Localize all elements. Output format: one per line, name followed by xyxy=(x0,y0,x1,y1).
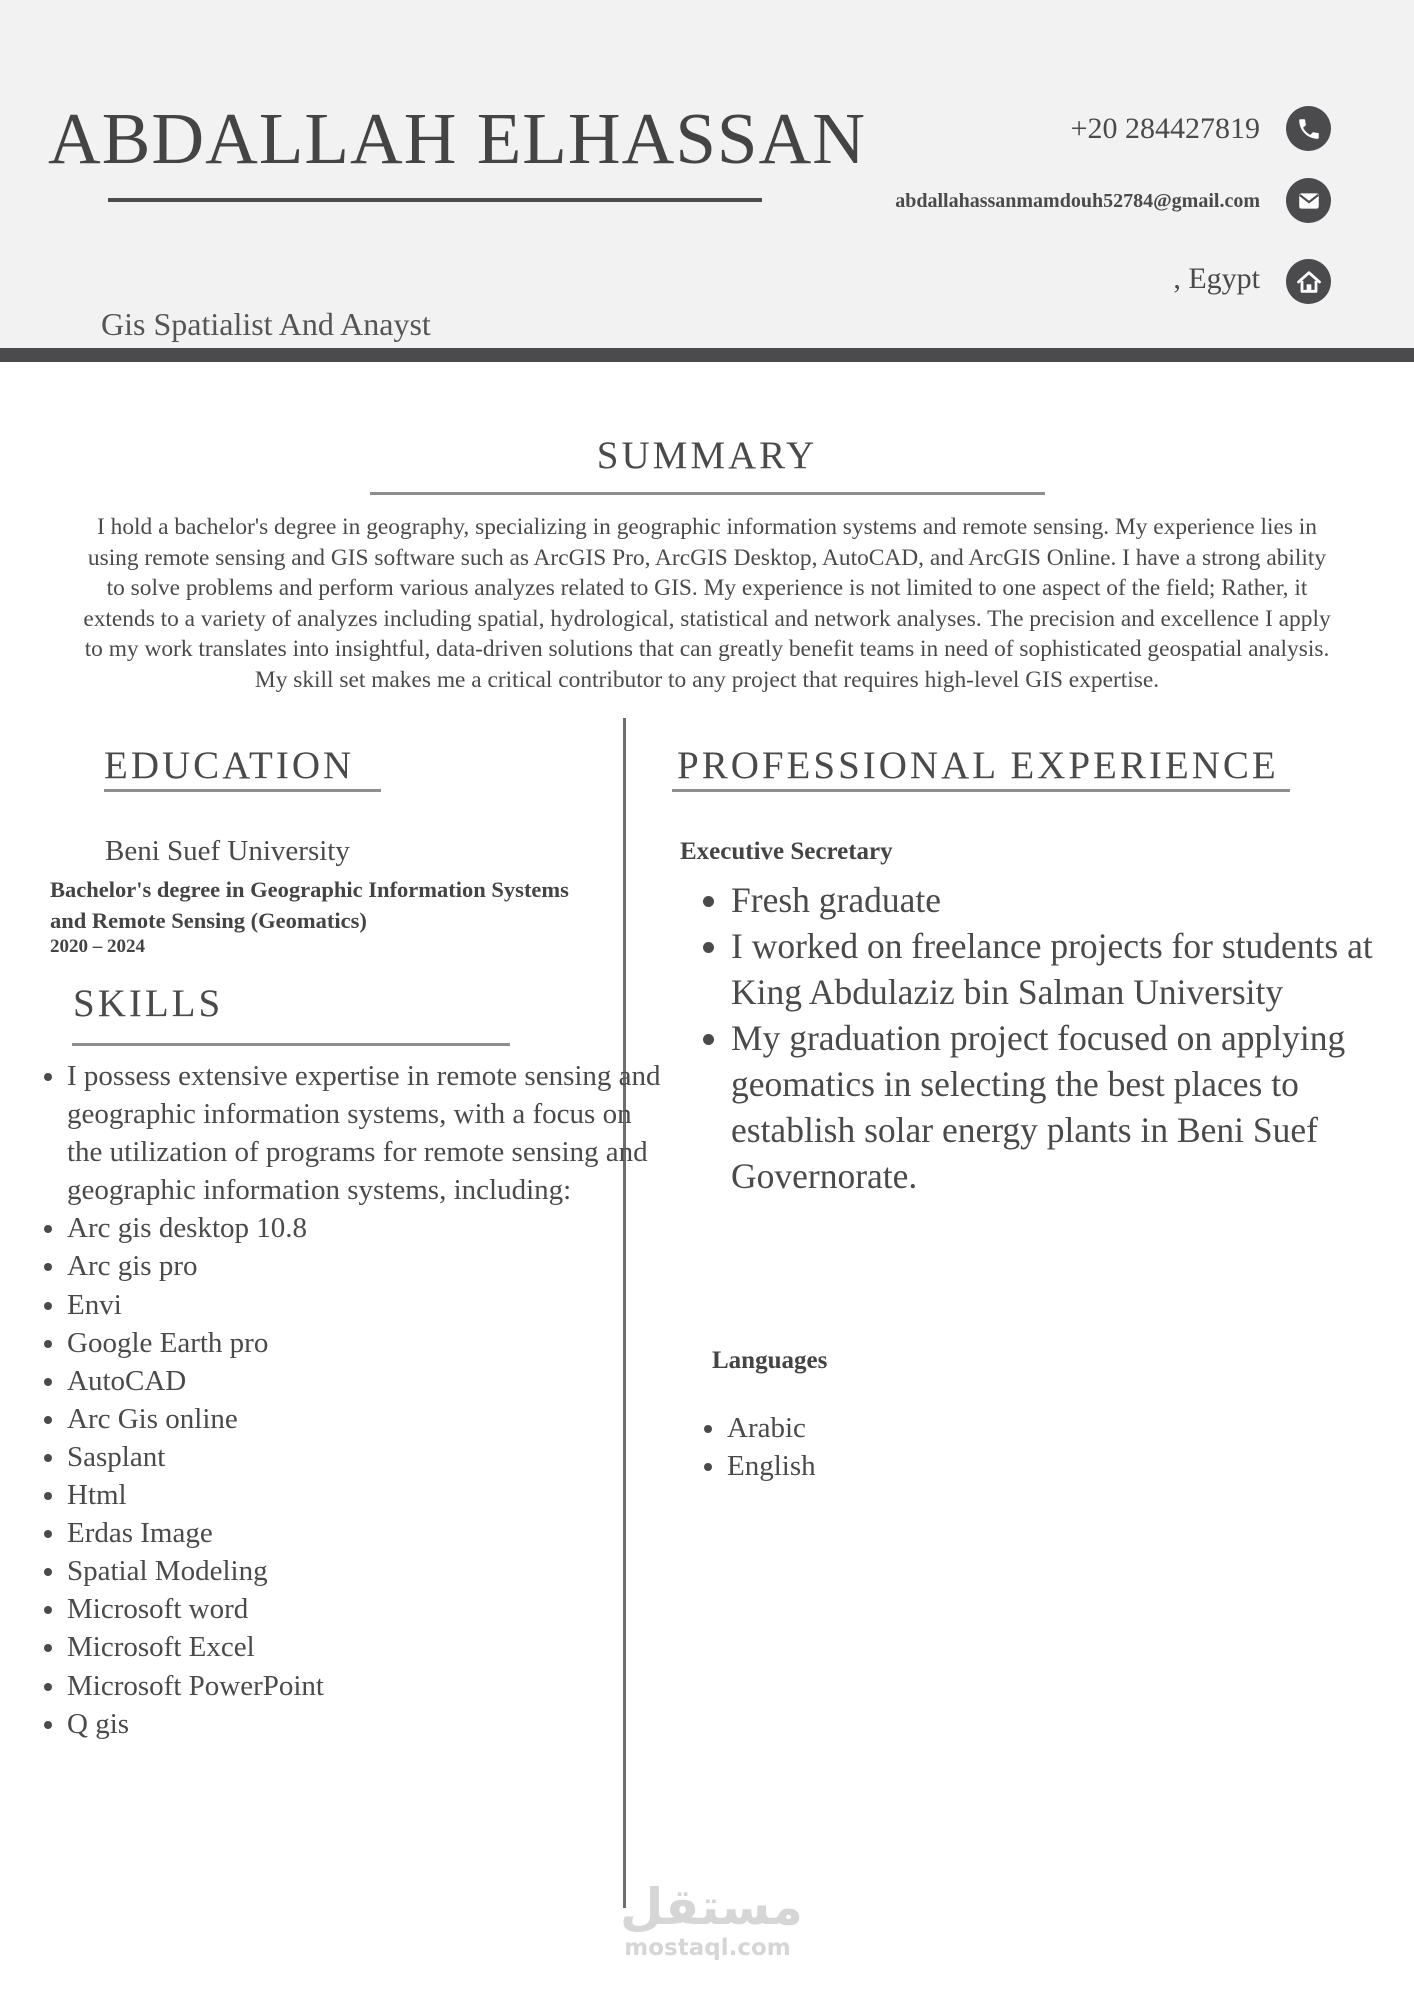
job-title: Gis Spatialist And Anayst xyxy=(101,306,431,342)
language-item: • English xyxy=(727,1447,1127,1485)
skill-item: • Q gis xyxy=(67,1705,667,1743)
experience-item: • Fresh graduate xyxy=(731,877,1391,923)
summary-text: I hold a bachelor's degree in geography, specializing in geographic information systems and remote sensing. My experience lies in using remote sensing and GIS software such as ArcGIS Pro, ArcGIS Desktop, AutoCAD, and ArcGIS Online. I have a strong ability to solve problems and perform various analyzes related to GIS. My experience is not limited to one aspect of the field; Rather, it extends to a variety of analyzes including spatial, hydrological, statistical and network analyses. The precision and excellence I apply to my work translates into insightful, data-driven solutions that can greatly benefit teams in need of sophisticated geospatial analysis. My skill set makes me a critical contributor to any project that requires high-level GIS expertise. xyxy=(83,514,1331,693)
skill-item: • AutoCAD xyxy=(67,1362,667,1400)
languages-heading: Languages xyxy=(712,1347,828,1374)
skill-item: • Arc gis desktop 10.8 xyxy=(67,1209,667,1247)
home-icon xyxy=(1286,259,1331,304)
experience-list xyxy=(683,877,1391,1199)
skill-item: • Arc gis pro xyxy=(67,1247,667,1285)
experience-item: • My graduation project focused on applying geomatics in selecting the best places to establish solar energy plants in Beni Suef Governorate. xyxy=(731,1015,1391,1199)
skill-item: • Microsoft word xyxy=(67,1590,667,1628)
skill-item: • Spatial Modeling xyxy=(67,1552,667,1590)
skill-item: • Sasplant xyxy=(67,1438,667,1476)
language-item: • Arabic xyxy=(727,1409,1127,1447)
name-underline xyxy=(108,198,762,202)
candidate-name: ABDALLAH ELHASSAN xyxy=(48,98,866,179)
skill-item: • Microsoft PowerPoint xyxy=(67,1667,667,1705)
watermark-arabic: مستقل xyxy=(620,1878,803,1936)
skill-item: • I possess extensive expertise in remote sensing and geographic information systems, with a focus on the utilization of programs for remote sensing and geographic information systems, including: xyxy=(67,1057,667,1209)
experience-item: • I worked on freelance projects for students at King Abdulaziz bin Salman University xyxy=(731,923,1391,1015)
location: , Egypt xyxy=(1173,262,1260,295)
languages-list xyxy=(686,1409,1127,1485)
skills-list xyxy=(28,1057,667,1743)
skill-item: • Google Earth pro xyxy=(67,1324,667,1362)
phone-number: +20 284427819 xyxy=(1070,112,1260,145)
skills-heading: SKILLS xyxy=(73,982,224,1025)
degree-title: Bachelor's degree in Geographic Information Systems and Remote Sensing (Geomatics) xyxy=(50,877,569,933)
education-years: 2020 – 2024 xyxy=(50,936,145,957)
summary-heading: SUMMARY xyxy=(596,434,818,477)
skill-item: • Microsoft Excel xyxy=(67,1628,667,1666)
university-name: Beni Suef University xyxy=(105,835,350,867)
experience-underline xyxy=(672,789,1290,792)
header-bottom-bar xyxy=(0,348,1414,362)
skill-item: • Erdas Image xyxy=(67,1514,667,1552)
skill-item: • Envi xyxy=(67,1286,667,1324)
watermark-latin: mostaql.com xyxy=(624,1935,791,1961)
watermark xyxy=(620,1878,803,1961)
skill-item: • Html xyxy=(67,1476,667,1514)
email-address: abdallahassanmamdouh52784@gmail.com xyxy=(895,190,1260,212)
summary-underline xyxy=(370,492,1045,495)
education-underline xyxy=(104,789,381,792)
experience-role: Executive Secretary xyxy=(680,838,893,865)
education-heading: EDUCATION xyxy=(104,744,355,787)
mail-icon xyxy=(1286,178,1331,223)
skills-underline xyxy=(72,1043,510,1046)
experience-heading: PROFESSIONAL EXPERIENCE xyxy=(677,744,1279,787)
skill-item: • Arc Gis online xyxy=(67,1400,667,1438)
phone-icon xyxy=(1286,106,1331,151)
